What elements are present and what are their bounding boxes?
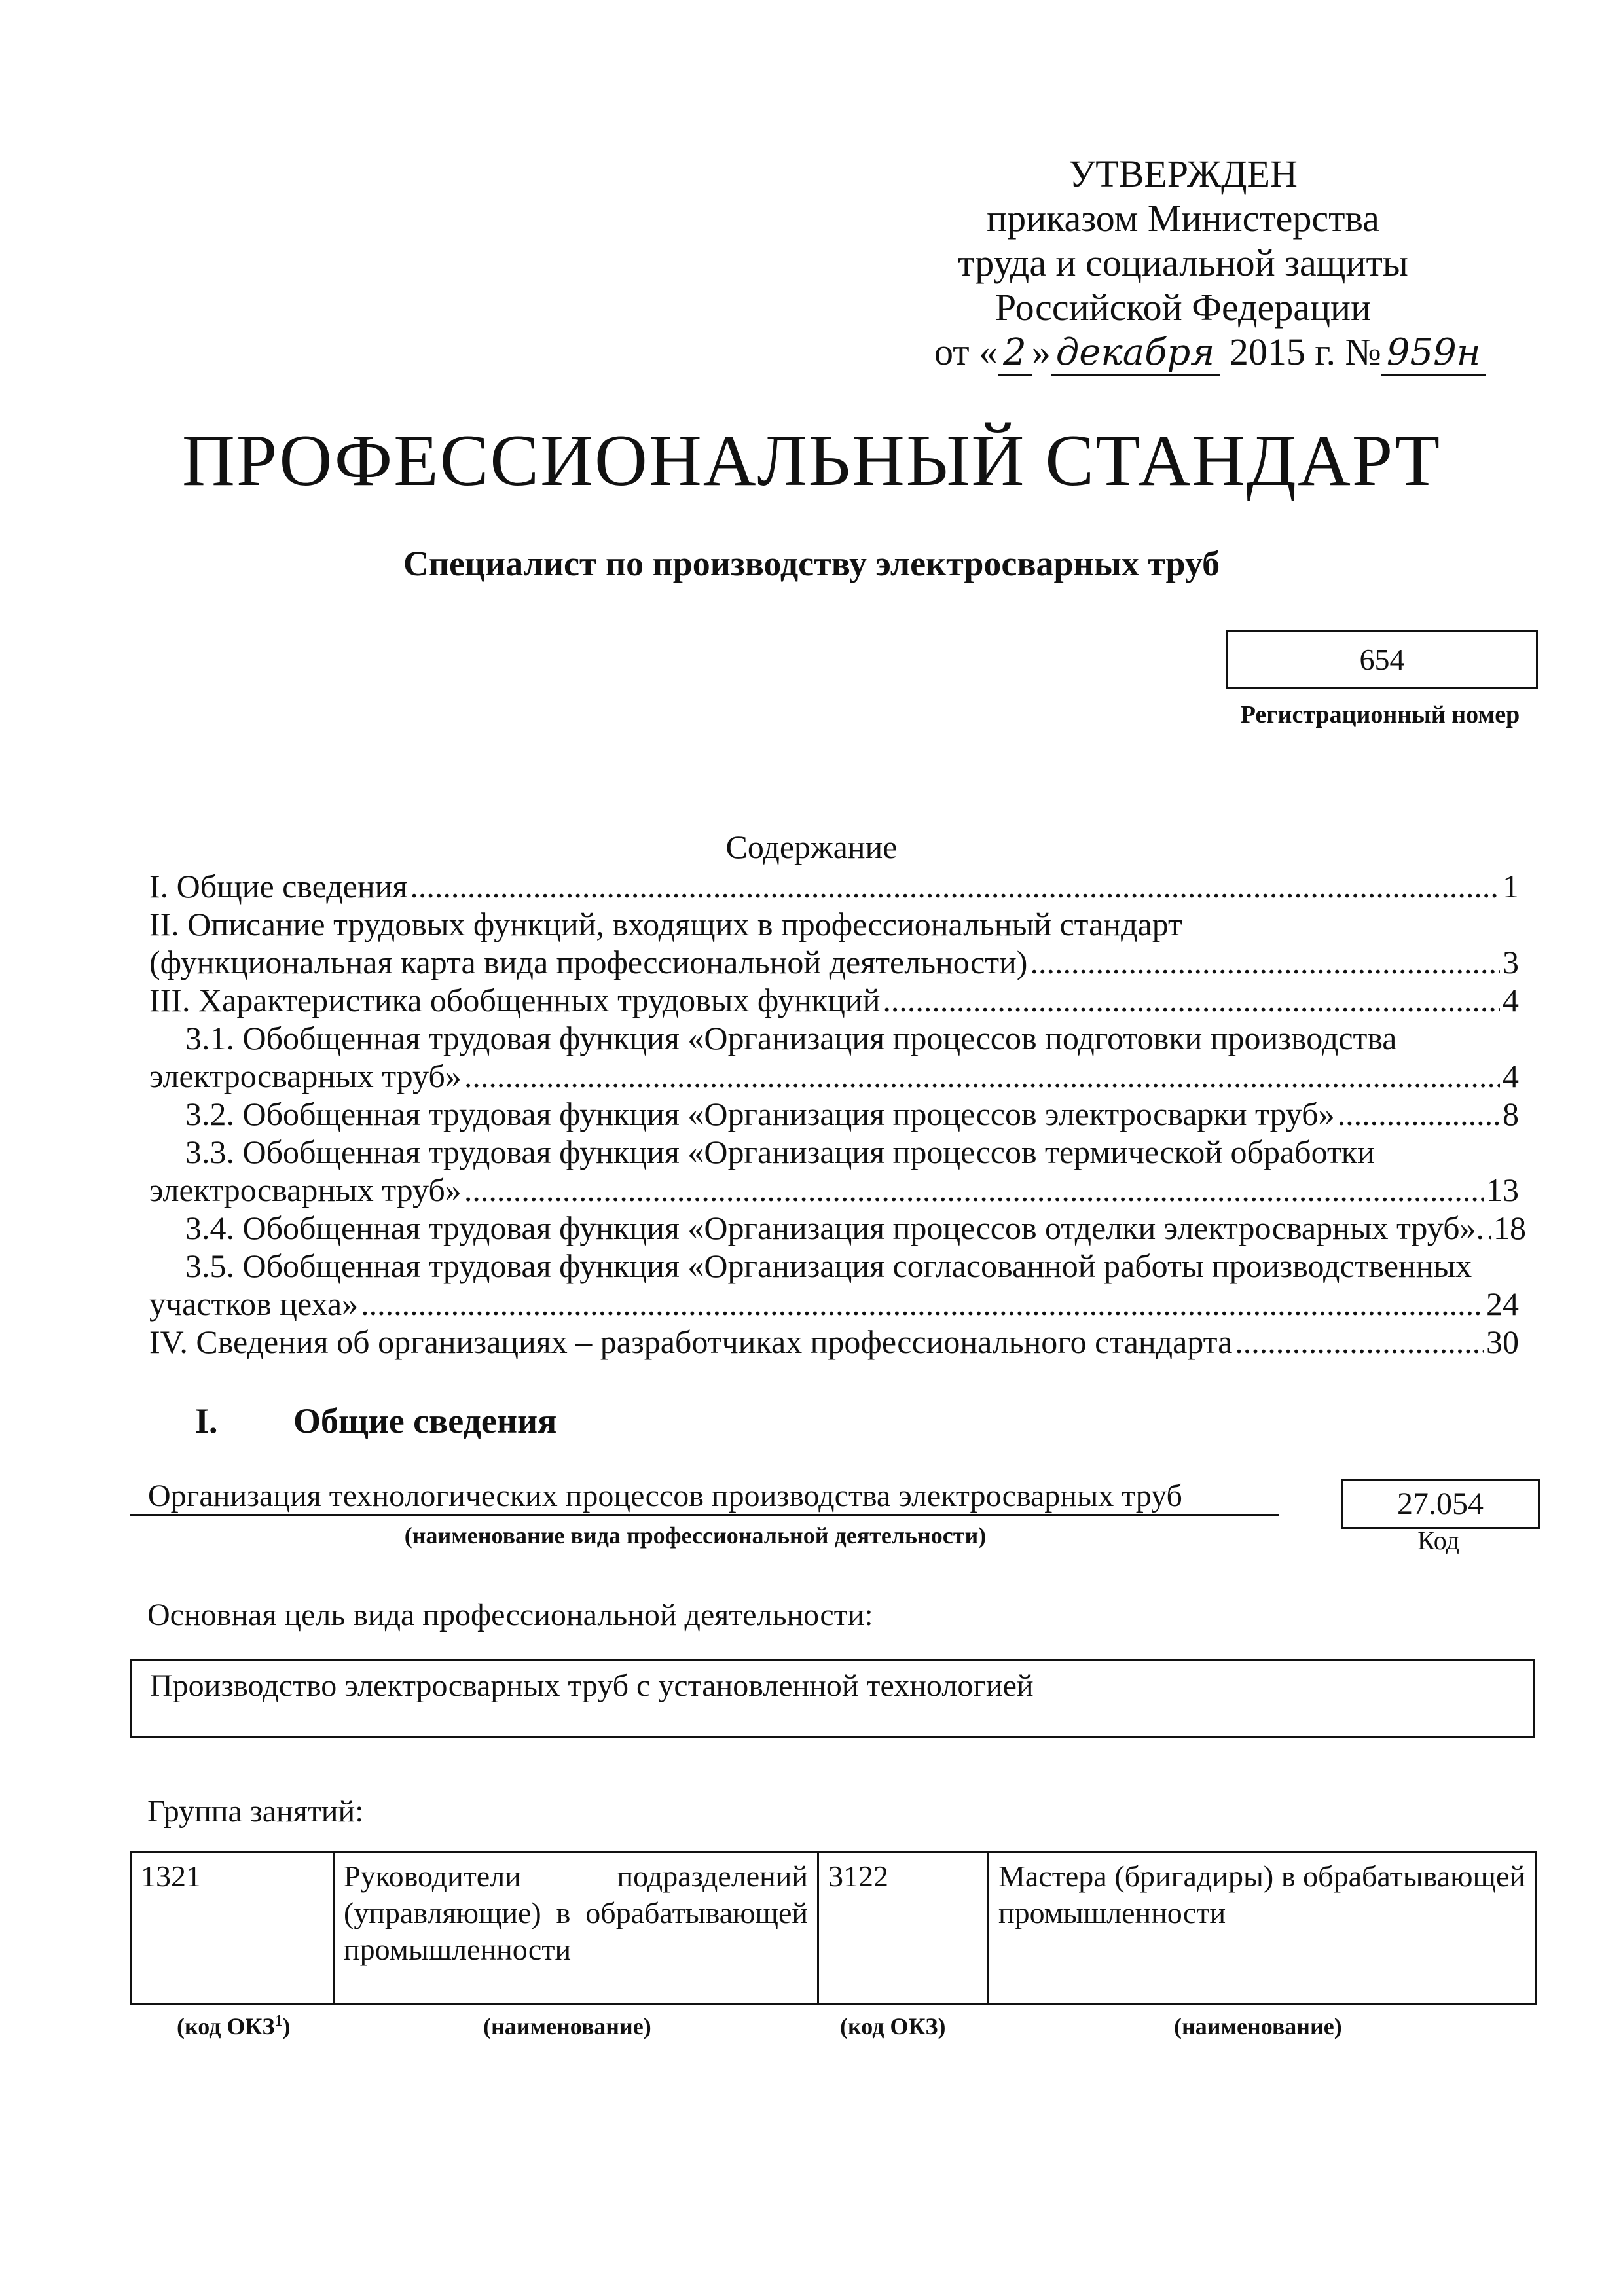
approval-date-line [934,330,1481,375]
toc-item-3-4[interactable]: 3.4. Обобщенная трудовая функция «Организация процессов отделки электросварных труб». ..... 18 [149,1209,1519,1247]
goal-box: Производство электросварных труб с установленной технологией [130,1659,1535,1738]
occupation-group-label: Группа занятий: [147,1794,364,1829]
activity-name-caption: (наименование вида профессиональной деятельности) [404,1522,987,1549]
table-row [131,1852,1536,2004]
occupation-group-table [130,1851,1537,2005]
handwritten-order-number: 959н [1381,331,1486,376]
toc-page-number: 30 [1486,1323,1519,1360]
okz-code-caption-2: (код ОКЗ) [840,2013,946,2039]
activity-code-caption: Код [1417,1526,1459,1555]
toc-page-number: 13 [1486,1172,1519,1208]
approval-line-ministry: труда и социальной защиты [958,242,1408,284]
toc-page-number: 24 [1486,1285,1519,1322]
okz-code-caption: (код ОКЗ$^1$) [177,2013,291,2039]
toc-item-3-5-line2[interactable]: участков цеха» ..... 24 [149,1285,1519,1323]
toc-page-number: 1 [1503,868,1519,905]
table-of-contents [149,867,1527,1361]
okz-code-cell: 3122 [818,1852,989,2004]
footnote-mark[interactable]: 1 [274,2013,283,2030]
handwritten-day: 2 [998,331,1032,376]
page-subtitle: Специалист по производству электросварных труб [403,544,1220,583]
registration-number-label: Регистрационный номер [1240,701,1520,728]
date-prefix: от « [934,331,998,373]
date-mid: » [1031,331,1051,373]
okz-name-caption-2: (наименование) [1174,2013,1342,2039]
toc-item-2-line2[interactable]: (функциональная карта вида профессиональной деятельности) ..... 3 [149,943,1519,981]
toc-item-2-line1[interactable]: II. Описание трудовых функций, входящих в профессиональный стандарт [149,906,1182,942]
section-number: I. [195,1401,218,1441]
activity-code-box: 27.054 [1341,1479,1540,1529]
page-title: ПРОФЕССИОНАЛЬНЫЙ СТАНДАРТ [182,420,1441,501]
toc-title: Содержание [725,829,898,865]
approval-line-order: приказом Министерства [987,197,1379,240]
toc-item-3-3-line1[interactable]: 3.3. Обобщенная трудовая функция «Организация процессов термической обработки [185,1134,1375,1170]
date-year: 2015 г. № [1229,331,1381,373]
toc-item-3-2[interactable]: 3.2. Обобщенная трудовая функция «Организация процессов электросварки труб» ..... 8 [149,1095,1519,1133]
approval-block [934,152,1481,375]
toc-item-3[interactable]: III. Характеристика обобщенных трудовых функций ..... 4 [149,981,1519,1019]
approval-line-country: Российской Федерации [994,286,1372,329]
toc-page-number: 3 [1503,944,1519,980]
toc-page-number: 4 [1503,1058,1519,1094]
toc-page-number: 8 [1503,1096,1519,1132]
okz-name-cell: Мастера (бригадиры) в обрабатывающей промышленности [989,1852,1536,2004]
toc-item-1[interactable]: I. Общие сведения ..... 1 [149,867,1519,905]
toc-item-3-1-line1[interactable]: 3.1. Обобщенная трудовая функция «Организация процессов подготовки производства [185,1020,1397,1056]
toc-item-3-1-line2[interactable]: электросварных труб» ..... 4 [149,1057,1519,1095]
okz-name-cell: Руководители подразделений (управляющие) в обрабатывающей промышленности [334,1852,818,2004]
section-title: Общие сведения [293,1401,557,1441]
toc-page-number: 4 [1503,982,1519,1018]
goal-label: Основная цель вида профессиональной деятельности: [147,1598,873,1632]
handwritten-month: декабря [1051,331,1220,376]
okz-name-caption: (наименование) [483,2013,651,2039]
registration-number-box: 654 [1226,630,1538,689]
activity-name-field: Организация технологических процессов производства электросварных труб [130,1478,1279,1516]
okz-code-cell: 1321 [131,1852,334,2004]
approval-line-approved: УТВЕРЖДЕН [1068,152,1298,195]
toc-item-3-3-line2[interactable]: электросварных труб» ..... 13 [149,1171,1519,1209]
toc-item-4[interactable]: IV. Сведения об организациях – разработчиках профессионального стандарта ..... 30 [149,1323,1519,1361]
toc-page-number: 18 [1493,1210,1527,1246]
toc-item-3-5-line1[interactable]: 3.5. Обобщенная трудовая функция «Организация согласованной работы производственных [185,1247,1472,1284]
